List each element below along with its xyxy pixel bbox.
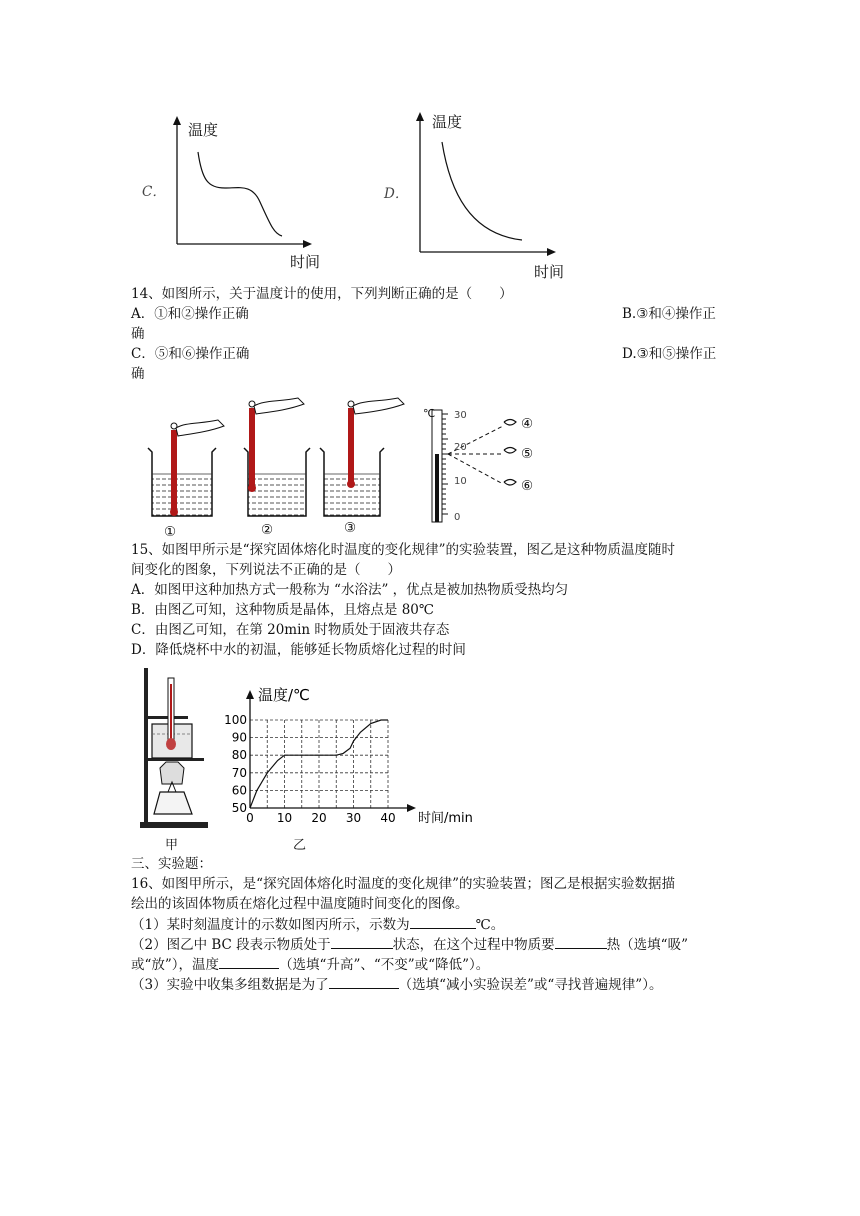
- graph-c-x-label: 时间: [290, 253, 321, 271]
- graph-d-y-arrow: [416, 112, 424, 121]
- q16-p2-text-c: 热（选填“吸”: [606, 937, 688, 953]
- graph-d-x-arrow: [547, 248, 556, 256]
- y-tick-label: 90: [231, 730, 247, 745]
- q16-p2-line2-a: 或“放”），温度: [131, 957, 220, 973]
- x-tick-label: 10: [276, 811, 293, 825]
- scale-tick-10: 10: [454, 476, 467, 487]
- graph-d-curve: [442, 142, 522, 240]
- q15-option-b: B．由图乙可知，这种物质是晶体，且熔点是 80℃: [131, 602, 434, 618]
- q15-stem-line2: 间变化的图象，下列说法不正确的是（ ）: [131, 562, 401, 578]
- y-tick-label: 100: [224, 713, 247, 727]
- graph-d: [380, 112, 570, 270]
- q16-part2-line2: [131, 954, 489, 975]
- scale-tick-30: 30: [454, 410, 467, 421]
- chart-axes: [246, 690, 416, 812]
- x-tick-label: 30: [345, 811, 362, 825]
- y-axis-arrow: [246, 690, 254, 699]
- q14-option-b-wrap: 确: [131, 326, 145, 342]
- q16-part3: [131, 974, 662, 995]
- mercury-column: [435, 454, 439, 522]
- y-tick-label: 50: [231, 801, 247, 815]
- option-c-label: C．: [142, 184, 166, 200]
- q16-p1-unit: ℃。: [475, 917, 505, 933]
- eye-label-5: ⑤: [521, 446, 534, 462]
- graph-c-y-arrow: [173, 116, 181, 125]
- answer-blank-5[interactable]: [329, 974, 399, 989]
- label-jia: 甲: [165, 838, 179, 853]
- q16-stem-line1: 16、如图甲所示，是“探究固体熔化时温度的变化规律”的实验装置；图乙是根据实验数据描: [131, 876, 675, 892]
- q14-option-d-wrap: 确: [131, 366, 145, 382]
- thermometer-scale-figure: [418, 404, 558, 528]
- eye-icon-6: [504, 480, 516, 486]
- section3-title: 三、实验题：: [131, 856, 212, 872]
- q14-option-c: C．⑤和⑥操作正确: [131, 346, 250, 362]
- scale-tick-20: 20: [454, 442, 467, 453]
- q14-option-d: D.③和⑤操作正: [622, 346, 717, 362]
- q16-p3-text: （3）实验中收集多组数据是为了: [131, 977, 329, 993]
- x-tick-label: 40: [380, 811, 396, 825]
- q14-beakers-figure: [138, 392, 418, 542]
- thermometer-1: [171, 430, 177, 510]
- graph-c-x-arrow: [303, 240, 312, 248]
- x-axis-arrow: [407, 804, 416, 812]
- y-tick-label: 80: [231, 748, 247, 763]
- graph-c-y-label: 温度: [188, 121, 219, 139]
- q16-p3-tail: （选填“减小实验误差”或“寻找普遍规律”）。: [398, 977, 663, 993]
- answer-blank-2[interactable]: [331, 934, 393, 949]
- q16-p2-text-a: （2）图乙中 BC 段表示物质处于: [131, 937, 331, 953]
- chart-series-line: [250, 720, 388, 808]
- q14-stem: 14、如图所示，关于温度计的使用，下列判断正确的是（ ）: [131, 286, 513, 302]
- beaker-3: [320, 398, 404, 516]
- q16-p2-text-b: 状态，在这个过程中物质要: [392, 937, 555, 953]
- y-tick-label: 60: [231, 783, 247, 798]
- thermometer-2: [249, 408, 255, 488]
- chart-grid: [250, 720, 388, 808]
- q15-option-c: C．由图乙可知，在第 20min 时物质处于固液共存态: [131, 622, 450, 638]
- chart-x-axis-label: 时间/min: [418, 811, 473, 826]
- thermometer-3: [348, 408, 354, 484]
- beaker-2: [244, 398, 310, 516]
- q16-part2: [131, 934, 688, 955]
- fig-label-2: ②: [261, 522, 274, 538]
- q14-option-a: A．①和②操作正确: [131, 306, 249, 322]
- option-d-label: D．: [384, 186, 409, 202]
- eye-icon-4: [504, 420, 516, 426]
- answer-blank-1[interactable]: [410, 914, 476, 929]
- x-tick-label: 0: [246, 811, 254, 825]
- answer-blank-4[interactable]: [219, 954, 279, 969]
- apparatus-figure: [130, 664, 210, 832]
- q15-stem-line1: 15、如图甲所示是“探究固体熔化时温度的变化规律”的实验装置，图乙是这种物质温度随时: [131, 542, 675, 558]
- q16-part1: [131, 914, 504, 935]
- eye-icon-5: [504, 448, 516, 454]
- graph-d-x-label: 时间: [534, 263, 565, 281]
- x-tick-label: 20: [311, 811, 327, 825]
- eye-label-6: ⑥: [521, 478, 534, 494]
- stand-rod: [144, 668, 148, 824]
- fig-label-3: ③: [344, 520, 357, 536]
- q16-stem-line2: 绘出的该固体物质在熔化过程中温度随时间变化的图像。: [131, 896, 469, 912]
- q14-option-b: B.③和④操作正: [622, 306, 716, 322]
- graph-d-y-label: 温度: [432, 113, 463, 131]
- fig-label-1: ①: [164, 524, 177, 540]
- eye-label-4: ④: [521, 416, 534, 432]
- beaker-1: [148, 420, 224, 516]
- temperature-time-chart: [222, 680, 484, 830]
- chart-y-axis-label: 温度/℃: [258, 686, 310, 704]
- answer-blank-3[interactable]: [555, 934, 607, 949]
- label-yi: 乙: [293, 838, 307, 853]
- q16-p2-line2-b: （选填“升高”、“不变”或“降低”）。: [279, 957, 490, 973]
- q15-option-a: A．如图甲这种加热方式一般称为 “水浴法” ，优点是被加热物质受热均匀: [131, 582, 569, 598]
- scale-ticks: [442, 414, 448, 514]
- y-tick-label: 70: [231, 765, 247, 780]
- scale-unit: ℃: [423, 407, 436, 420]
- scale-tick-0: 0: [454, 512, 461, 523]
- graph-c-curve: [198, 152, 282, 236]
- q16-p1-text: （1）某时刻温度计的示数如图丙所示，示数为: [131, 917, 410, 933]
- q15-option-d: D．降低烧杯中水的初温，能够延长物质熔化过程的时间: [131, 642, 466, 658]
